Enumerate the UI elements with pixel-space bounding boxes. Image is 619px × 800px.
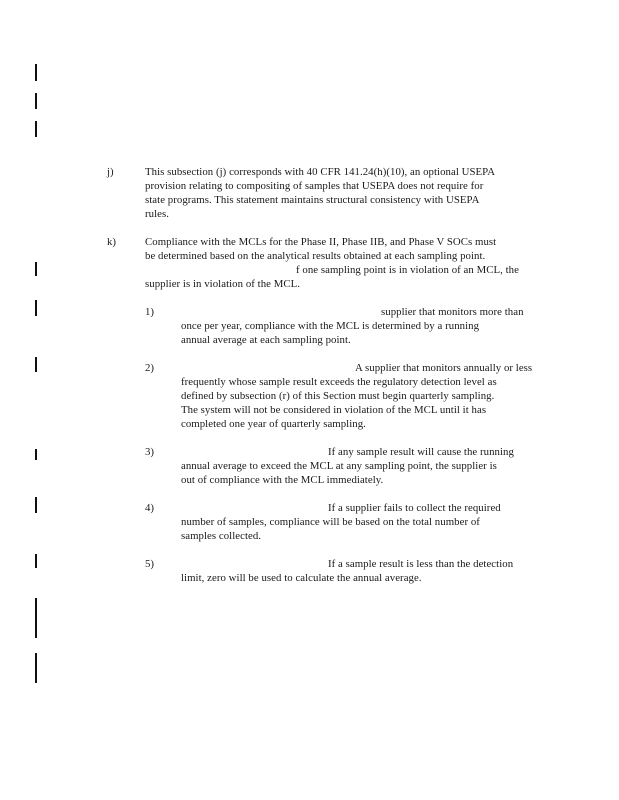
item-5-label: 5)	[145, 558, 154, 570]
change-bar	[35, 554, 37, 568]
item-1-text: annual average at each sampling point.	[181, 334, 351, 346]
change-bar	[35, 653, 37, 683]
item-4-text: number of samples, compliance will be based on the total number of	[181, 516, 480, 528]
item-2-text: completed one year of quarterly sampling.	[181, 418, 366, 430]
change-bar	[35, 357, 37, 372]
item-3-text: out of compliance with the MCL immediately.	[181, 474, 384, 486]
change-bar	[35, 598, 37, 638]
subsection-k-text: f one sampling point is in violation of an MCL, the	[296, 264, 519, 276]
item-1-text: supplier that monitors more than	[381, 306, 524, 318]
item-2-text: frequently whose sample result exceeds the regulatory detection level as	[181, 376, 497, 388]
item-3-label: 3)	[145, 446, 154, 458]
item-2-text: A supplier that monitors annually or less	[355, 362, 533, 374]
item-2-label: 2)	[145, 362, 154, 374]
subsection-k-text: supplier is in violation of the MCL.	[145, 278, 301, 290]
item-1-text: once per year, compliance with the MCL is determined by a running	[181, 320, 480, 332]
change-bar	[35, 93, 37, 109]
item-3-text: If any sample result will cause the running	[328, 446, 514, 458]
item-5-text: If a sample result is less than the detection	[328, 558, 514, 570]
subsection-j-text: rules.	[145, 208, 169, 220]
item-2-text: defined by subsection (r) of this Section must begin quarterly sampling.	[181, 390, 495, 402]
item-4-text: If a supplier fails to collect the required	[328, 502, 501, 514]
subsection-k-text: Compliance with the MCLs for the Phase II, Phase IIB, and Phase V SOCs must	[145, 236, 497, 248]
item-4-label: 4)	[145, 502, 154, 514]
change-bar	[35, 300, 37, 316]
item-3-text: annual average to exceed the MCL at any sampling point, the supplier is	[181, 460, 497, 472]
item-5-text: limit, zero will be used to calculate the annual average.	[181, 572, 422, 584]
item-1-label: 1)	[145, 306, 154, 318]
subsection-j-text: provision relating to compositing of samples that USEPA does not require for	[145, 180, 484, 192]
change-bar	[35, 497, 37, 513]
item-4-text: samples collected.	[181, 530, 262, 542]
item-2-text: The system will not be considered in violation of the MCL until it has	[181, 404, 487, 416]
subsection-k-text: be determined based on the analytical results obtained at each sampling point.	[145, 250, 486, 262]
change-bar	[35, 449, 37, 460]
subsection-j-label: j)	[107, 166, 114, 178]
subsection-j-text: state programs. This statement maintains structural consistency with USEPA	[145, 194, 480, 206]
subsection-j-text: This subsection (j) corresponds with 40 CFR 141.24(h)(10), an optional USEPA	[145, 166, 496, 178]
change-bar	[35, 64, 37, 81]
change-bar	[35, 262, 37, 276]
subsection-k-label: k)	[107, 236, 116, 248]
change-bar	[35, 121, 37, 137]
